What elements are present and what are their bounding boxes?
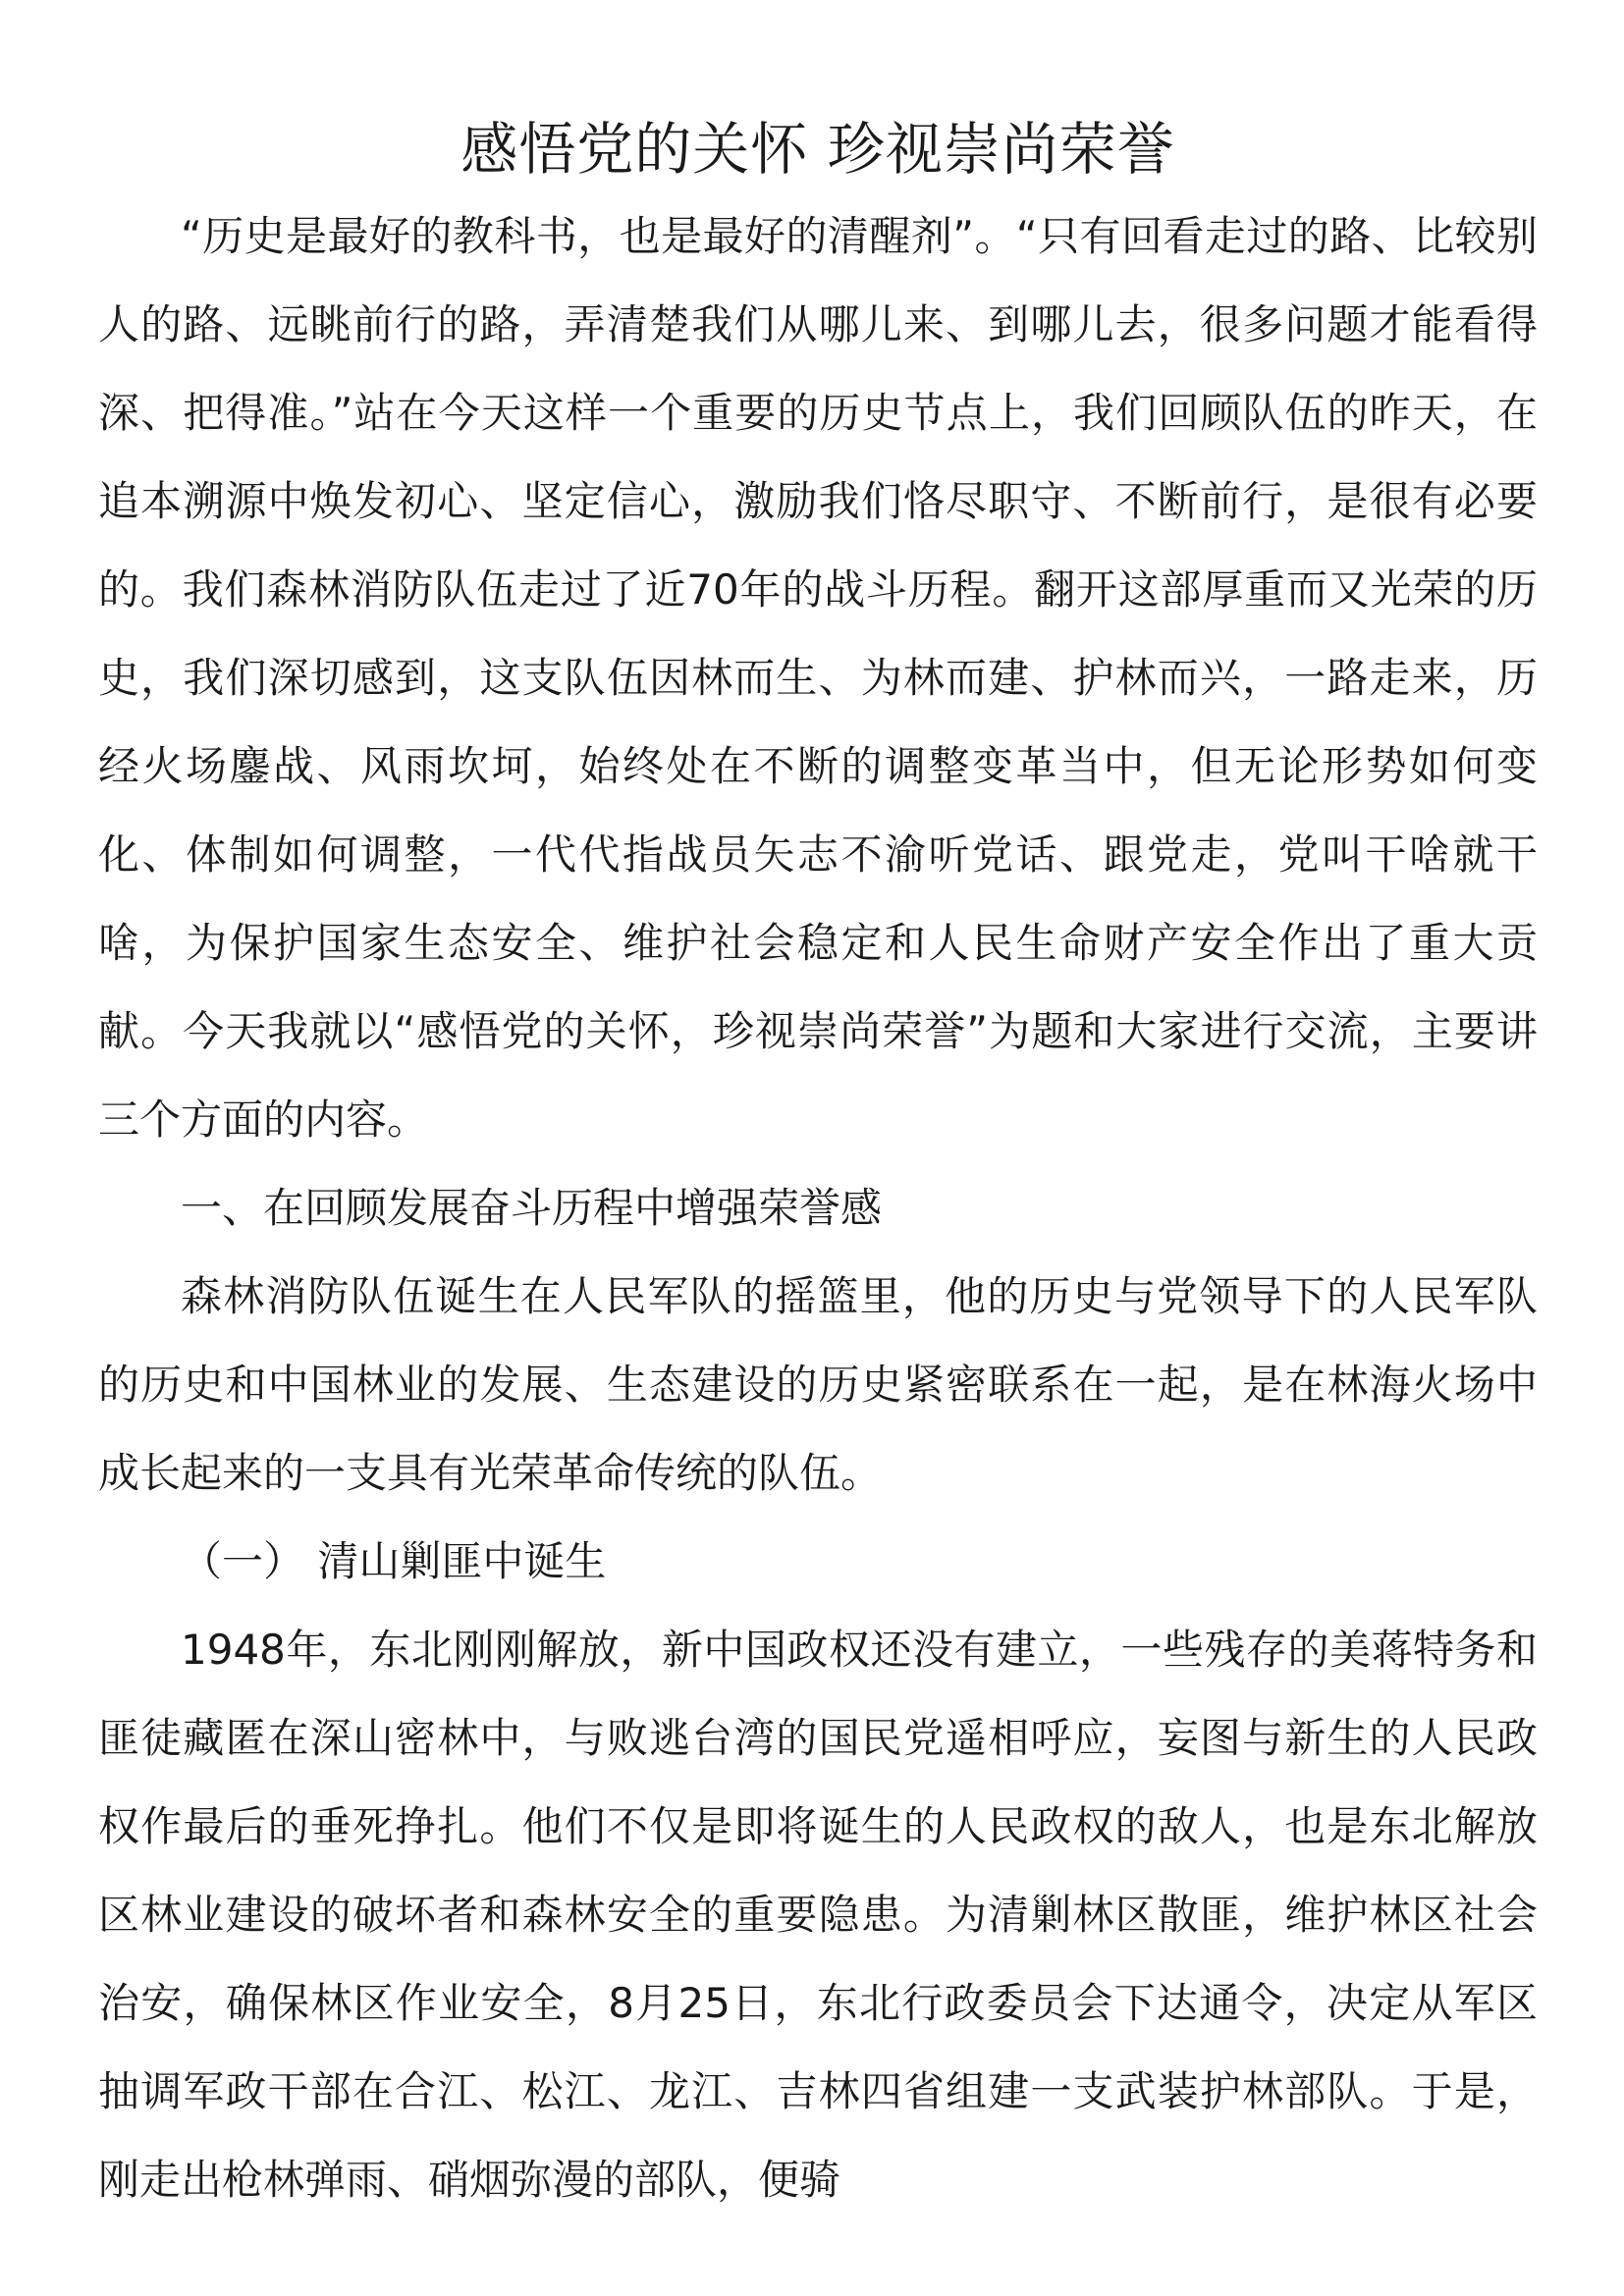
section-paragraph: 森林消防队伍诞生在人民军队的摇篮里，他的历史与党领导下的人民军队的历史和中国林业的发展、生态建设的历史紧密联系在一起，是在林海火场中成长起来的一支具有光荣革命传统的队伍。: [98, 1272, 1538, 1497]
subsection-heading: （一） 清山剿匪中诞生: [181, 1537, 607, 1585]
subsection-paragraph: 1948年，东北刚刚解放，新中国政权还没有建立，一些残存的美蒋特务和匪徒藏匿在深山密林中，与败逃台湾的国民党遥相呼应，妄图与新生的人民政权作最后的垂死挣扎。他们不仅是即将诞生的人民政权的敌人，也是东北解放区林业建设的破坏者和森林安全的重要隐患。为清剿林区散匪，维护林区社会治安，确保林区作业安全，8月25日，东北行政委员会下达通令，决定从军区抽调军政干部在合江、松江、龙江、吉林四省组建一支武装护林部队。于是，刚走出枪林弹雨、硝烟弥漫的部队，便骑: [98, 1626, 1538, 2204]
section-heading: 一、在回顾发展奋斗历程中增强荣誉感: [181, 1184, 883, 1232]
intro-paragraph: “历史是最好的教科书，也是最好的清醒剂”。“只有回看走过的路、比较别人的路、远眺前行的路，弄清楚我们从哪儿来、到哪儿去，很多问题才能看得深、把得准。”站在今天这样一个重要的历史节点上，我们回顾队伍的昨天，在追本溯源中焕发初心、坚定信心，激励我们恪尽职守、不断前行，是很有必要的。我们森林消防队伍走过了近70年的战斗历程。翻开这部厚重而又光荣的历史，我们深切感到，这支队伍因林而生、为林而建、护林而兴，一路走来，历经火场鏖战、风雨坎坷，始终处在不断的调整变革当中，但无论形势如何变化、体制如何调整，一代代指战员矢志不渝听党话、跟党走，党叫干啥就干啥，为保护国家生态安全、维护社会稳定和人民生命财产安全作出了重大贡献。今天我就以“感悟党的关怀，珍视崇尚荣誉”为题和大家进行交流，主要讲三个方面的内容。: [98, 212, 1538, 1144]
document-title: 感悟党的关怀 珍视崇尚荣誉: [460, 116, 1175, 183]
